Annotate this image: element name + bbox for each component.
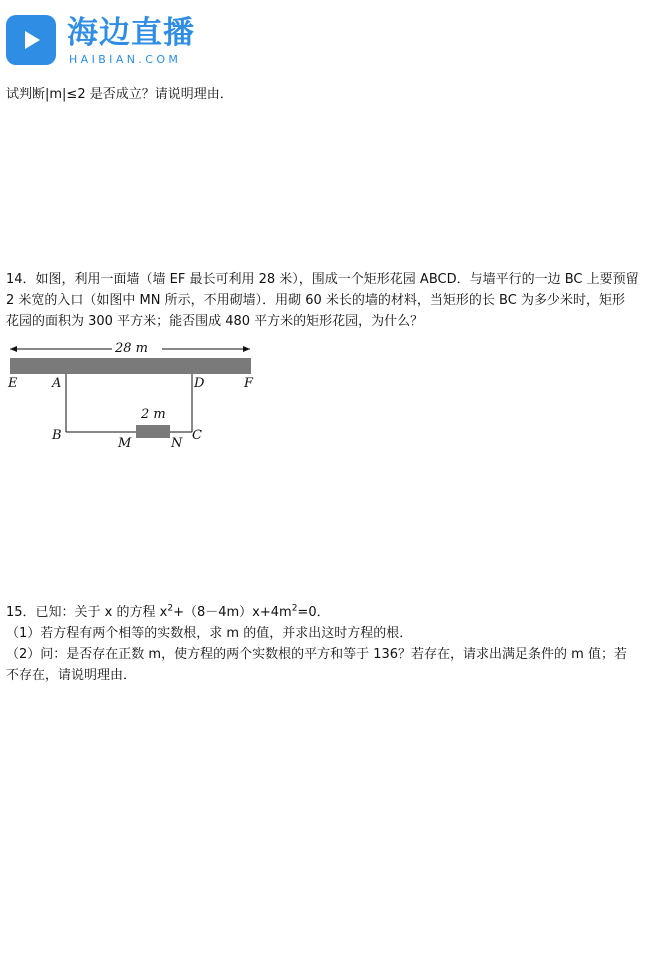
wall-ef — [10, 358, 251, 374]
q15-exp-2: 2 — [291, 603, 298, 614]
q15-intro-c: =0． — [297, 605, 330, 620]
wall-dimension-arrow-left — [10, 346, 17, 352]
q13-tail-text: 试判断|m|≤2 是否成立？请说明理由． — [6, 87, 233, 102]
q15-intro — [6, 604, 330, 622]
brand-logo — [6, 10, 246, 70]
point-f-label: F — [244, 376, 254, 391]
q14-line-3: 花园的面积为 300 平方米；能否围成 480 平方米的矩形花园，为什么？ — [6, 314, 424, 329]
q14-line-2: 2 米宽的入口（如图中 MN 所示，不用砌墙）．用砌 60 米长的墙的材料，当矩形的长 BC 为多少米时，矩形 — [6, 293, 625, 308]
wall-dimension-label: 28 m — [115, 341, 149, 356]
point-e-label: E — [8, 376, 18, 391]
brand-domain: HAIBIAN.COM — [69, 53, 182, 66]
q15-exp-1: 2 — [167, 603, 174, 614]
q15-intro-a: 15．已知：关于 x 的方程 x — [6, 605, 168, 620]
q14-line-1: 14．如图，利用一面墙（墙 EF 最长可利用 28 米），围成一个矩形花园 ABCD．与墙平行的一边 BC 上要预留 — [6, 272, 639, 287]
q15-part-2-line-2: 不存在，请说明理由． — [6, 668, 137, 683]
entrance-mn — [136, 425, 170, 438]
point-d-label: D — [194, 376, 205, 391]
point-n-label: N — [171, 436, 183, 451]
brand-name: 海边直播 — [67, 15, 195, 51]
point-m-label: M — [118, 436, 132, 451]
q15-intro-b: +（8－4m）x+4m — [173, 605, 292, 620]
q15-part-2-line-1: （2）问：是否存在正数 m，使方程的两个实数根的平方和等于 136？若存在，请求出满足条件的 m 值；若 — [6, 647, 627, 662]
entrance-label: 2 m — [141, 407, 166, 422]
wall-dimension-arrow-right — [243, 346, 250, 352]
point-c-label: C — [192, 428, 202, 443]
garden-figure — [0, 335, 270, 455]
point-a-label: A — [52, 376, 62, 391]
play-icon — [6, 15, 56, 65]
q15-part-1: （1）若方程有两个相等的实数根，求 m 的值，并求出这时方程的根． — [6, 626, 413, 641]
point-b-label: B — [52, 428, 62, 443]
